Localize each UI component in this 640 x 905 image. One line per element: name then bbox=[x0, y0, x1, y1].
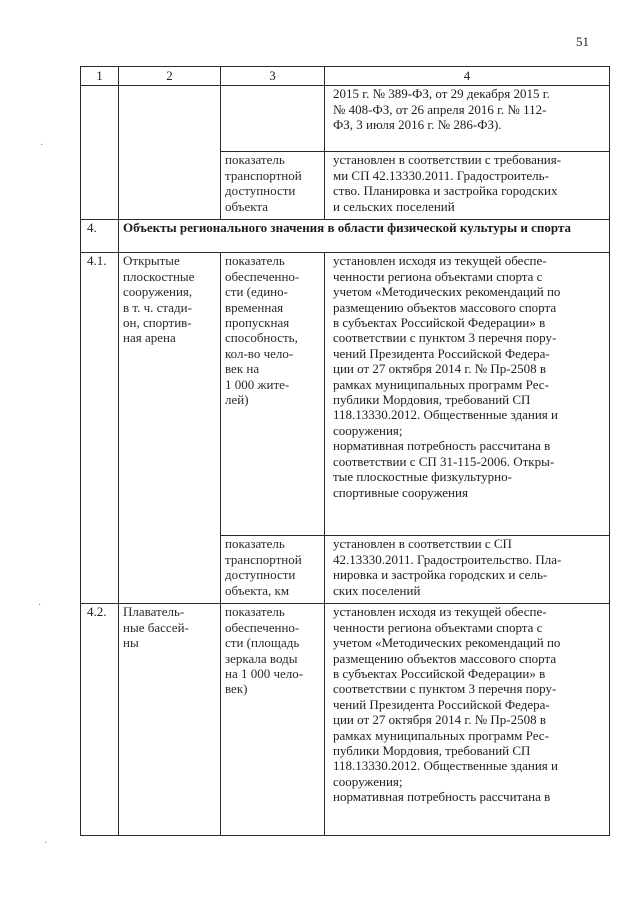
header-col-3: 3 bbox=[221, 67, 325, 86]
row-number bbox=[81, 86, 119, 220]
value-cell: установлен исходя из текущей обеспе- ченности региона объектами спорта с учетом «Методических рекомендаций по размещению объектов массового спорта в субъектах Российской Федерации» в соответствии с пунктом 3 перечня пору- чений Президента Российской Федера- ции от 27 октября 2014 г. № Пр-2508 в рамках муниципальных программ Рес- публики Мордовия, требований СП 118.13330.2012. Общественные здания и сооружения; нормативная потребность рассчитана в соответствии с СП 31-115-2006. Откры- тые плоскостные физкультурно- спортивные сооружения bbox=[325, 253, 610, 536]
indicator-cell: показатель транспортной доступности объекта bbox=[221, 152, 325, 220]
indicator-cell: показатель обеспеченно- сти (площадь зеркала воды на 1 000 чело- век) bbox=[221, 604, 325, 836]
header-col-1: 1 bbox=[81, 67, 119, 86]
section-row bbox=[81, 220, 610, 253]
value-cell: установлен в соответствии с СП 42.13330.2011. Градостроительство. Пла- нировка и застройка городских и сель- ских поселений bbox=[325, 536, 610, 604]
object-cell: Плаватель- ные бассей- ны bbox=[119, 604, 221, 836]
scan-mark: · bbox=[38, 600, 42, 611]
value-cell: установлен в соответствии с требования- ми СП 42.13330.2011. Градостроитель- ство. Планировка и застройка городских и сельских поселений bbox=[325, 152, 610, 220]
section-number: 4. bbox=[81, 220, 119, 253]
header-col-4: 4 bbox=[325, 67, 610, 86]
value-cell: установлен исходя из текущей обеспе- ченности региона объектами спорта с учетом «Методических рекомендаций по размещению объектов массового спорта в субъектах Российской Федерации» в соответствии с пунктом 3 перечня пору- чений Президента Российской Федера- ции от 27 октября 2014 г. № Пр-2508 в рамках муниципальных программ Рес- публики Мордовия, требований СП 118.13330.2012. Общественные здания и сооружения; нормативная потребность рассчитана в bbox=[325, 604, 610, 836]
table-row bbox=[81, 86, 610, 152]
value-cell: 2015 г. № 389-ФЗ, от 29 декабря 2015 г. № 408-ФЗ, от 26 апреля 2016 г. № 112- ФЗ, 3 июля 2016 г. № 286-ФЗ). bbox=[325, 86, 610, 152]
table-header-row bbox=[81, 67, 610, 86]
planning-table bbox=[80, 66, 610, 836]
indicator-cell: показатель транспортной доступности объекта, км bbox=[221, 536, 325, 604]
indicator-cell: показатель обеспеченно- сти (едино- временная пропускная способность, кол-во чело- век на 1 000 жите- лей) bbox=[221, 253, 325, 536]
row-number: 4.1. bbox=[81, 253, 119, 604]
header-col-2: 2 bbox=[119, 67, 221, 86]
table-row bbox=[81, 253, 610, 536]
scan-mark: · bbox=[40, 140, 44, 151]
page-number: 51 bbox=[576, 34, 589, 49]
indicator-cell bbox=[221, 86, 325, 152]
row-number: 4.2. bbox=[81, 604, 119, 836]
object-cell: Открытые плоскостные сооружения, в т. ч. стади- он, спортив- ная арена bbox=[119, 253, 221, 604]
table-row bbox=[81, 604, 610, 836]
section-title: Объекты регионального значения в области физической культуры и спорта bbox=[119, 220, 610, 253]
scan-mark: · bbox=[44, 838, 48, 849]
object-cell bbox=[119, 86, 221, 220]
